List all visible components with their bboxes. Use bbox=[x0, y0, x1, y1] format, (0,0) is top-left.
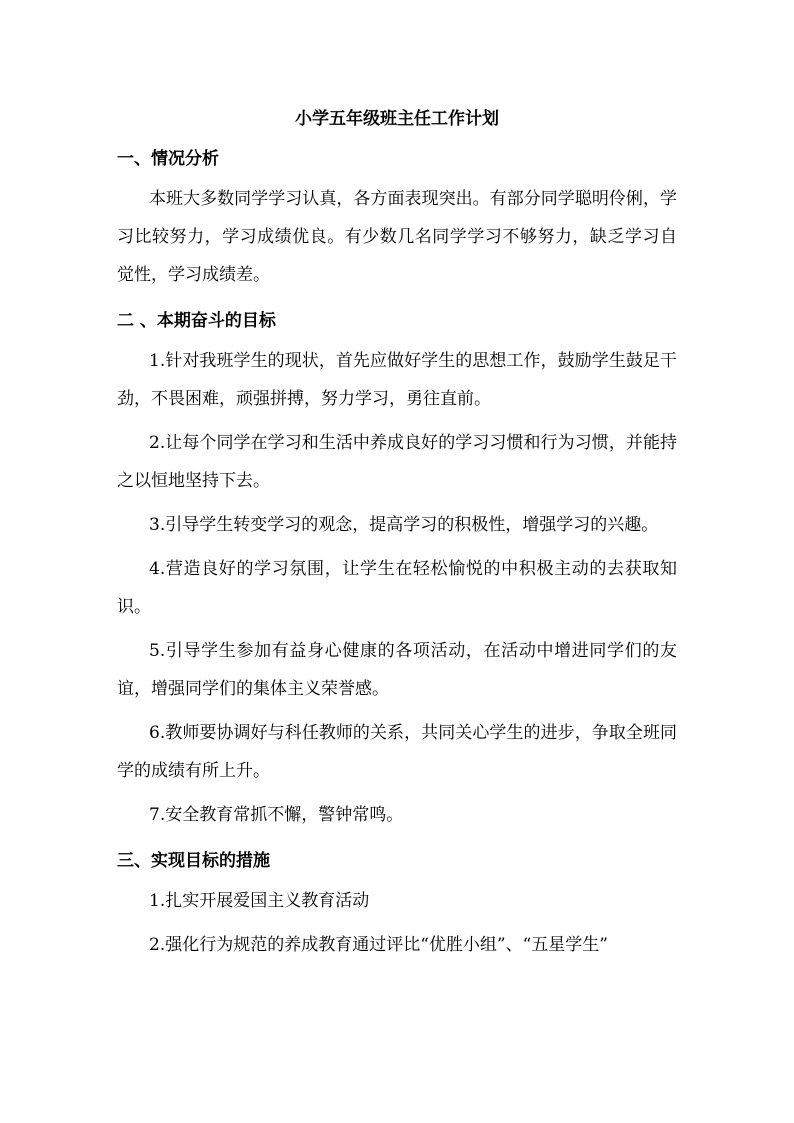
document-page bbox=[117, 100, 677, 970]
section-heading: 一、情况分析 bbox=[117, 149, 219, 169]
list-item: 1.扎实开展爱国主义教育活动 bbox=[149, 891, 370, 911]
paragraph: 本班大多数同学学习认真，各方面表现突出。有部分同学聪明伶俐，学习比较努力，学习成绩优良。有少数几名同学学习不够努力，缺乏学习自觉性，学习成绩差。 bbox=[117, 189, 677, 285]
section-measures bbox=[117, 840, 677, 964]
list-item: 7.安全教育常抓不懈，警钟常鸣。 bbox=[149, 805, 404, 825]
list-item: 6.教师要协调好与科任教师的关系，共同关心学生的进步，争取全班同学的成绩有所上升。 bbox=[117, 723, 677, 781]
section-heading: 三、实现目标的措施 bbox=[117, 851, 270, 871]
list-item: 2.强化行为规范的养成教育通过评比“优胜小组”、“五星学生” bbox=[149, 935, 608, 955]
list-item: 3.引导学生转变学习的观念，提高学习的积极性，增强学习的兴趣。 bbox=[149, 515, 659, 535]
section-heading: 二 、本期奋斗的目标 bbox=[117, 311, 276, 331]
document-title: 小学五年级班主任工作计划 bbox=[295, 109, 499, 129]
list-item: 5.引导学生参加有益身心健康的各项活动，在活动中增进同学们的友谊，增强同学们的集体主义荣誉感。 bbox=[117, 641, 677, 699]
list-item: 1.针对我班学生的现状，首先应做好学生的思想工作，鼓励学生鼓足干劲，不畏困难，顽强拼搏，努力学习，勇往直前。 bbox=[117, 351, 677, 409]
section-goals bbox=[117, 300, 677, 834]
list-item: 2.让每个同学在学习和生活中养成良好的学习习惯和行为习惯，并能持之以恒地坚持下去。 bbox=[117, 433, 677, 491]
list-item: 4.营造良好的学习氛围，让学生在轻松愉悦的中积极主动的去获取知识。 bbox=[117, 559, 677, 617]
section-situation-analysis bbox=[117, 138, 677, 294]
